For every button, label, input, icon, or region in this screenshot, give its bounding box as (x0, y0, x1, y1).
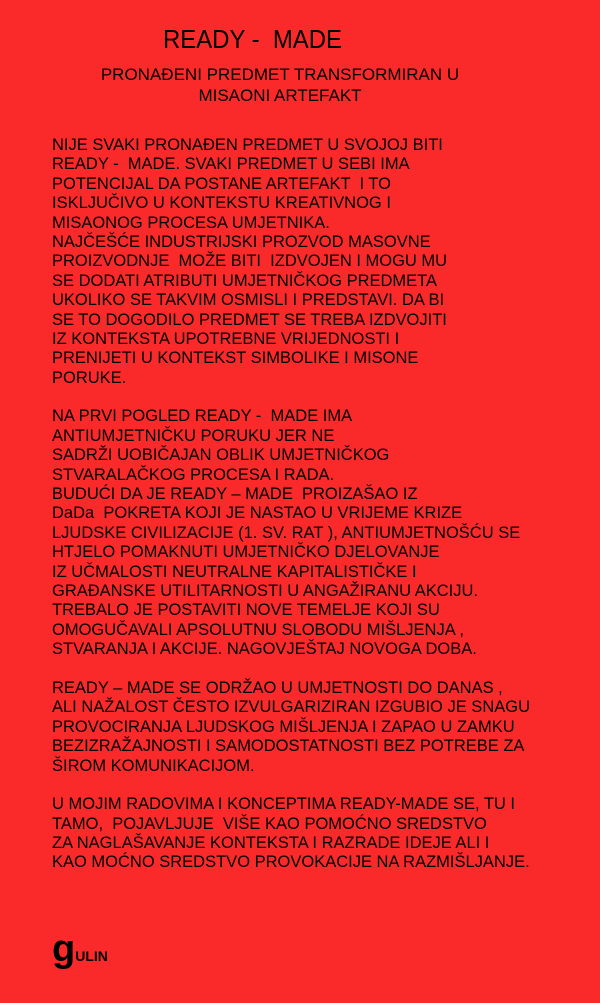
page-title: READY - MADE (163, 24, 342, 54)
text-line: PORUKE. (52, 368, 127, 387)
text-line: READY – MADE SE ODRŽAO U UMJETNOSTI DO DANAS , (52, 678, 503, 697)
text-line: BUDUĆI DA JE READY – MADE PROIZAŠAO IZ (52, 485, 418, 504)
text-line: MISAONOG PROCESA UMJETNIKA. (52, 213, 330, 232)
text-line: GRAĐANSKE UTILITARNOSTI U ANGAŽIRANU AKCIJU. (52, 581, 479, 600)
text-line: PROIZVODNJE MOŽE BITI IZDVOJEN I MOGU MU (52, 252, 448, 271)
text-line: DaDa POKRETA KOJI JE NASTAO U VRIJEME KRIZE (52, 504, 463, 523)
body-text (52, 136, 592, 873)
paragraph (52, 407, 592, 659)
text-line: NAJČEŠĆE INDUSTRIJSKI PROZVOD MASOVNE (52, 232, 431, 251)
text-line: READY - MADE. SVAKI PREDMET U SEBI IMA (52, 155, 410, 174)
text-line: BEZIZRAŽAJNOSTI I SAMODOSTATNOSTI BEZ POTREBE ZA (52, 737, 525, 756)
text-line: SE TO DOGODILO PREDMET SE TREBA IZDVOJITI (52, 310, 447, 329)
text-line: ZA NAGLAŠAVANJE KONTEKSTA I RAZRADE IDEJE ALI I (52, 834, 490, 853)
paragraph-gap (52, 388, 592, 407)
text-line: KAO MOĆNO SREDSTVO PROVOKACIJE NA RAZMIŠLJANJE. (52, 853, 530, 872)
paragraph-gap (52, 776, 592, 795)
text-line: ŠIROM KOMUNIKACIJOM. (52, 756, 255, 775)
text-line: STVARALAČKOG PROCESA I RADA. (52, 465, 335, 484)
paragraph (52, 136, 592, 388)
text-line: HTJELO POMAKNUTI UMJETNIČKO DJELOVANJE (52, 543, 440, 562)
text-line: NA PRVI POGLED READY - MADE IMA (52, 407, 353, 426)
signature-name: ULIN (75, 948, 108, 964)
text-line: SADRŽI UOBIČAJAN OBLIK UMJETNIČKOG (52, 446, 390, 465)
paragraph (52, 795, 592, 873)
text-line: STVARANJA I AKCIJE. NAGOVJEŠTAJ NOVOGA DOBA. (52, 640, 477, 659)
text-line: PROVOCIRANJA LJUDSKOG MIŠLJENJA I ZAPAO U ZAMKU (52, 717, 515, 736)
subtitle-line: MISAONI ARTEFAKT (198, 86, 362, 105)
paragraph (52, 679, 592, 776)
text-line: NIJE SVAKI PRONAĐEN PREDMET U SVOJOJ BITI (52, 136, 443, 154)
text-line: OMOGUČAVALI APSOLUTNU SLOBODU MIŠLJENJA , (52, 620, 464, 639)
text-line: U MOJIM RADOVIMA I KONCEPTIMA READY-MADE SE, TU I (52, 795, 515, 814)
signature (52, 930, 108, 968)
paragraph-gap (52, 660, 592, 679)
subtitle-line: PRONAĐENI PREDMET TRANSFORMIRAN U (100, 65, 460, 84)
text-line: LJUDSKE CIVILIZACIJE (1. SV. RAT ), ANTIUMJETNOŠĆU SE (52, 523, 521, 542)
text-line: PRENIJETI U KONTEKST SIMBOLIKE I MISONE (52, 349, 419, 368)
text-line: ISKLJUČIVO U KONTEKSTU KREATIVNOG I (52, 194, 391, 213)
text-line: UKOLIKO SE TAKVIM OSMISLI I PREDSTAVI. DA BI (52, 291, 445, 310)
text-line: SE DODATI ATRIBUTI UMJETNIČKOG PREDMETA (52, 271, 438, 290)
subtitle (30, 64, 530, 106)
text-line: IZ KONTEKSTA UPOTREBNE VRIJEDNOSTI I (52, 329, 400, 348)
text-line: TAMO, POJAVLJUJE VIŠE KAO POMOĆNO SREDSTVO (52, 814, 487, 833)
text-line: ANTIUMJETNIČKU PORUKU JER NE (52, 426, 335, 445)
signature-initial: g (52, 928, 76, 970)
text-line: TREBALO JE POSTAVITI NOVE TEMELJE KOJI SU (52, 601, 440, 620)
text-line: ALI NAŽALOST ČESTO IZVULGARIZIRAN IZGUBIO JE SNAGU (52, 698, 530, 717)
text-line: POTENCIJAL DA POSTANE ARTEFAKT I TO (52, 174, 391, 193)
text-line: IZ UČMALOSTI NEUTRALNE KAPITALISTIČKE I (52, 562, 417, 581)
